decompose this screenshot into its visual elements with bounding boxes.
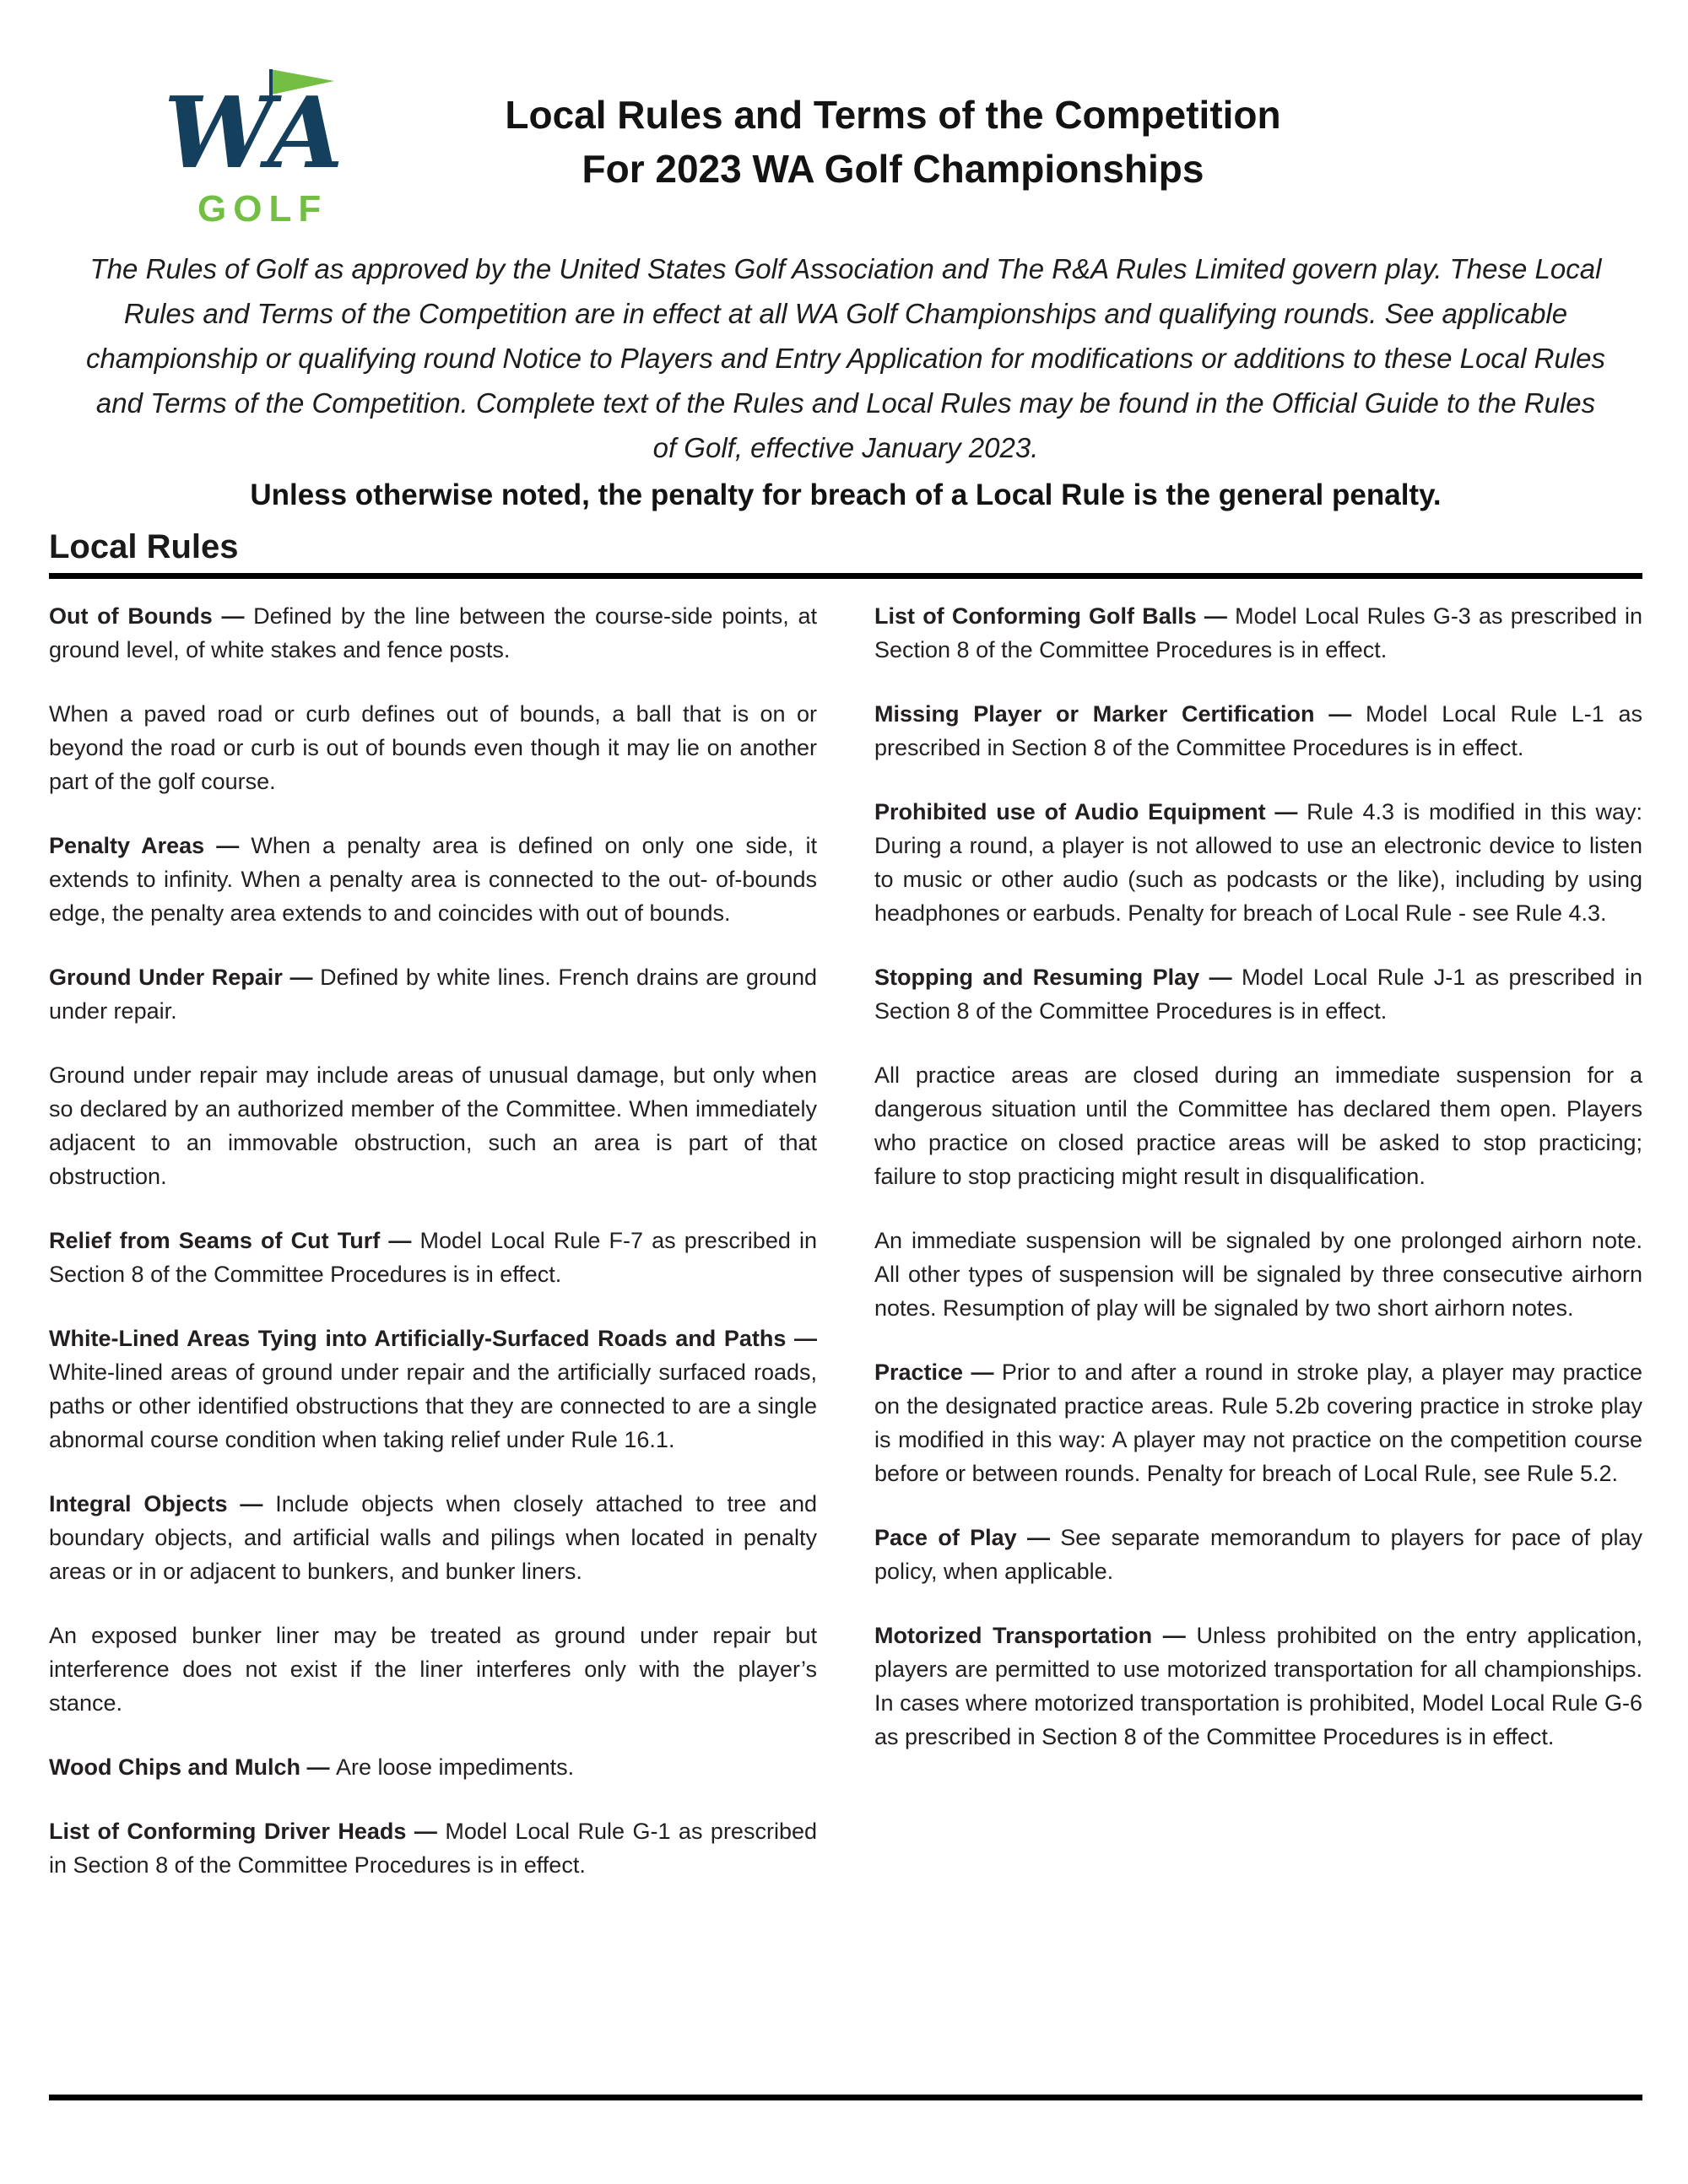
rule-text: When a penalty area is defined on only one side, it extends to infinity. When a penalty area is connected to the out- of-bounds edge, the penalty area extends to and coincides with out of bounds. — [49, 833, 818, 926]
document-header — [49, 0, 1642, 246]
rule-text: Unless prohibited on the entry application, players are permitted to use motorized transportation for all championships. In cases where motorized transportation is prohibited, Model Local Rule G-6 as prescribed in Section 8 of the Committee Procedures is in effect. — [874, 1623, 1642, 1749]
rule-paragraph-wood-chips — [49, 1750, 817, 1784]
rule-paragraph-practice — [874, 1355, 1642, 1490]
rule-text: An exposed bunker liner may be treated as ground under repair but interference does not exist if the liner interferes only with the player’s stance. — [49, 1623, 817, 1716]
rule-text: Defined by white lines. French drains are ground under repair. — [49, 965, 817, 1024]
rule-lead: Wood Chips and Mulch — — [49, 1754, 336, 1780]
rule-paragraph-stopping-resuming — [874, 960, 1642, 1028]
rule-text: Model Local Rule L-1 as prescribed in Section 8 of the Committee Procedures is in effect. — [874, 701, 1642, 760]
rule-lead: Relief from Seams of Cut Turf — — [49, 1228, 420, 1253]
title-line-1: Local Rules and Terms of the Competition — [505, 93, 1281, 137]
rule-text: White-lined areas of ground under repair and the artificially surfaced roads, paths or other identified obstructions that they are connected to are a single abnormal course condition when taking relief under Rule 16.1. — [49, 1360, 817, 1452]
rule-paragraph-ground-under-repair-note — [49, 1058, 817, 1193]
rule-paragraph-penalty-areas — [49, 829, 817, 930]
rule-lead: Prohibited use of Audio Equipment — — [874, 799, 1307, 824]
rule-text: See separate memorandum to players for pace of play policy, when applicable. — [874, 1525, 1642, 1584]
rule-lead: Penalty Areas — — [49, 833, 252, 858]
rule-text: Model Local Rule G-1 as prescribed in Section 8 of the Committee Procedures is in effect. — [49, 1819, 817, 1878]
rule-lead: Practice — — [874, 1360, 1002, 1385]
rule-paragraph-golf-balls — [874, 599, 1642, 667]
penalty-note: Unless otherwise noted, the penalty for breach of a Local Rule is the general penalty. — [250, 478, 1442, 511]
bottom-rule — [49, 2095, 1642, 2100]
rule-lead: Pace of Play — — [874, 1525, 1061, 1550]
rule-text: Are loose impediments. — [335, 1754, 575, 1780]
rule-paragraph-ground-under-repair — [49, 960, 817, 1028]
left-column — [49, 599, 817, 1912]
rule-paragraph-white-lined-areas — [49, 1322, 817, 1457]
rule-text: Rule 4.3 is modified in this way: During a round, a player is not allowed to use an electronic device to listen to music or other audio (such as podcasts or the like), including by using headphones or earbuds. Penalty for breach of Local Rule - see Rule 4.3. — [874, 799, 1642, 926]
rule-paragraph-paved-road — [49, 697, 817, 798]
rule-lead: Out of Bounds — — [49, 603, 254, 629]
rules-columns — [49, 599, 1642, 1912]
rule-text: Prior to and after a round in stroke play, a player may practice on the designated practice areas. Rule 5.2b covering practice in stroke play is modified in this way: A player may not practice on the competition course before or between rounds. Penalty for breach of Local Rule, see Rule 5.2. — [874, 1360, 1642, 1486]
rule-paragraph-airhorn-signals — [874, 1224, 1642, 1325]
section-rule — [49, 573, 1642, 579]
logo-golf-text: GOLF — [197, 188, 328, 230]
rule-lead: Stopping and Resuming Play — — [874, 965, 1242, 990]
rule-lead: List of Conforming Golf Balls — — [874, 603, 1236, 629]
rule-text: Ground under repair may include areas of unusual damage, but only when so declared by an authorized member of the Committee. When immediately adjacent to an immovable obstruction, such an area is part of that obstruction. — [49, 1062, 817, 1189]
rule-text: Model Local Rule J-1 as prescribed in Section 8 of the Committee Procedures is in effect. — [874, 965, 1642, 1024]
title-line-2: For 2023 WA Golf Championships — [582, 147, 1204, 191]
rule-paragraph-audio-equipment — [874, 795, 1642, 930]
rule-text: Defined by the line between the course-side points, at ground level, of white stakes and fence posts. — [49, 603, 817, 662]
rule-lead: Motorized Transportation — — [874, 1623, 1197, 1648]
rule-paragraph-out-of-bounds — [49, 599, 817, 667]
rule-lead: List of Conforming Driver Heads — — [49, 1819, 446, 1844]
rule-lead: Ground Under Repair — — [49, 965, 321, 990]
rule-paragraph-practice-areas-closed — [874, 1058, 1642, 1193]
section-title: Local Rules — [49, 528, 239, 565]
rule-paragraph-marker-certification — [874, 697, 1642, 765]
rule-paragraph-bunker-liner — [49, 1619, 817, 1720]
logo-wa-text: WA — [169, 76, 344, 191]
rule-text: Model Local Rule F-7 as prescribed in Section 8 of the Committee Procedures is in effect. — [49, 1228, 818, 1287]
rule-paragraph-cut-turf — [49, 1224, 817, 1291]
right-column — [874, 599, 1642, 1912]
rule-lead: White-Lined Areas Tying into Artificially-Surfaced Roads and Paths — — [49, 1326, 817, 1351]
rule-lead: Missing Player or Marker Certification — — [874, 701, 1366, 727]
rule-paragraph-pace-of-play — [874, 1521, 1642, 1588]
rule-paragraph-driver-heads — [49, 1814, 817, 1882]
rule-text: Include objects when closely attached to tree and boundary objects, and artificial walls and pilings when located in penalty areas or in or adjacent to bunkers, and bunker liners. — [49, 1491, 817, 1584]
rule-lead: Integral Objects — — [49, 1491, 276, 1516]
document-title — [319, 88, 1467, 196]
rule-text: An immediate suspension will be signaled by one prolonged airhorn note. All other types of suspension will be signaled by three consecutive airhorn notes. Resumption of play will be signaled by two short airhorn notes. — [874, 1228, 1642, 1321]
intro-paragraph: The Rules of Golf as approved by the United States Golf Association and The R&A Rules Limited govern play. These Local Rules and Terms of the Competition are in effect at all WA Golf Championships and qualifying rounds. See applicable championship or qualifying round Notice to Players and Entry Application for modifications or additions to these Local Rules and Terms of the Competition. Complete text of the Rules and Local Rules may be found in the Official Guide to the Rules of Golf, effective January 2023. — [85, 253, 1606, 463]
rule-paragraph-integral-objects — [49, 1487, 817, 1588]
rule-paragraph-motorized-transportation — [874, 1619, 1642, 1754]
rule-text: Model Local Rules G-3 as prescribed in Section 8 of the Committee Procedures is in effect. — [874, 603, 1642, 662]
rule-text: All practice areas are closed during an immediate suspension for a dangerous situation until the Committee has declared them open. Players who practice on closed practice areas will be asked to stop practicing; failure to stop practicing might result in disqualification. — [874, 1062, 1642, 1189]
rule-text: When a paved road or curb defines out of bounds, a ball that is on or beyond the road or curb is out of bounds even though it may lie on another part of the golf course. — [49, 701, 817, 794]
